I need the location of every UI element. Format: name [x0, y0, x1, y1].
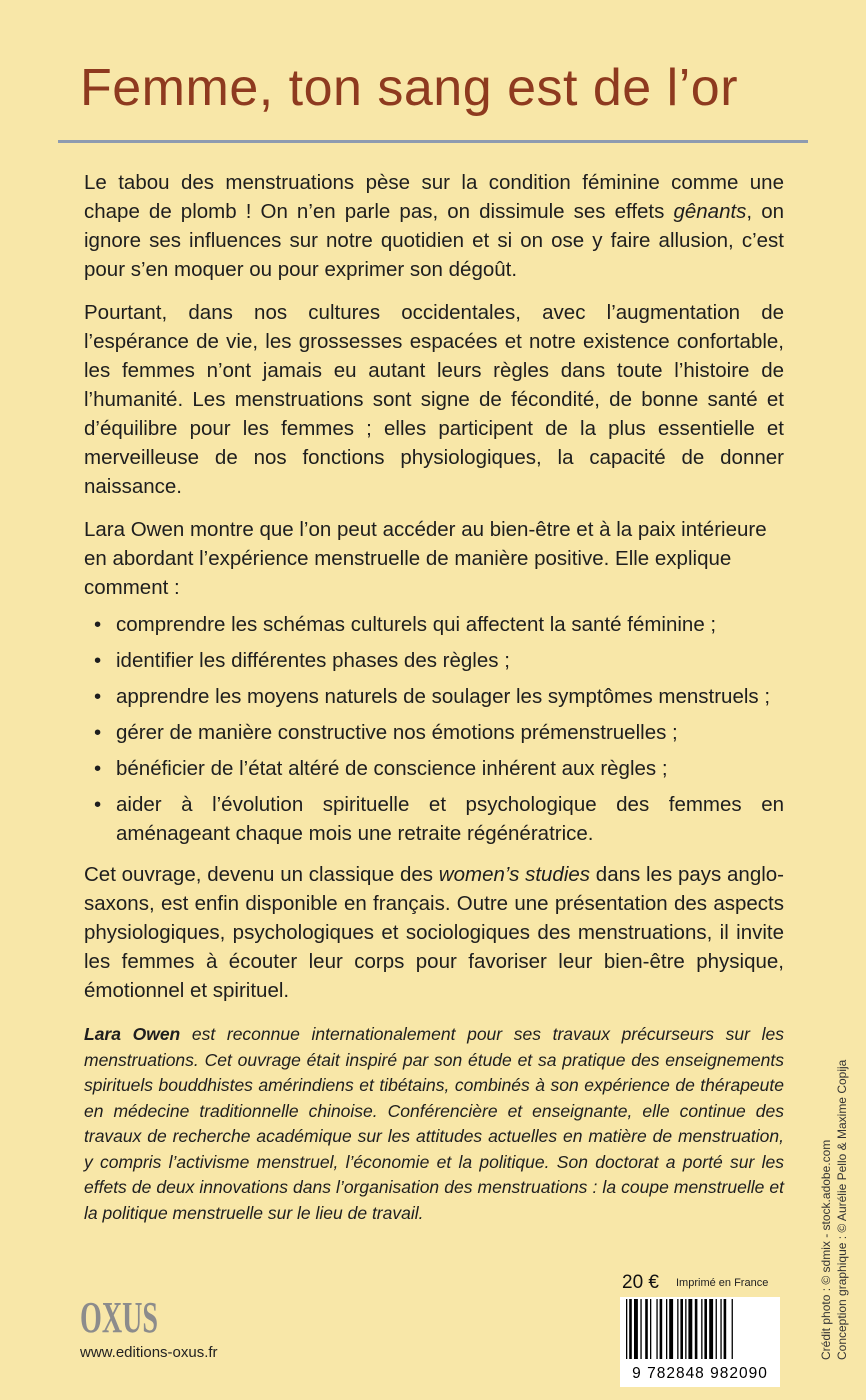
barcode-bar — [640, 1299, 641, 1359]
list-item — [84, 718, 784, 747]
design-credit: Conception graphique : © Aurélie Pello & Maxime Copija — [835, 1059, 849, 1360]
list-item — [84, 682, 784, 711]
list-item-text: gérer de manière constructive nos émotions prémenstruelles ; — [116, 721, 678, 744]
list-item-text: aider à l’évolution spirituelle et psychologique des femmes en aménageant chaque mois une retraite régénératrice. — [116, 793, 784, 845]
barcode-bar — [688, 1299, 692, 1359]
barcode-bar — [701, 1299, 702, 1359]
paragraph-4-emphasis: women’s studies — [438, 863, 591, 886]
barcode-bar — [709, 1299, 713, 1359]
barcode-bar — [656, 1299, 657, 1359]
paragraph-1-emphasis: gênants — [673, 200, 747, 223]
list-item — [84, 754, 784, 783]
oxus-logo — [80, 1282, 160, 1344]
printed-in-label: Imprimé en France — [676, 1277, 769, 1289]
barcode-bar — [685, 1299, 686, 1359]
barcode-bar — [724, 1299, 727, 1359]
publisher-website: www.editions-oxus.fr — [80, 1344, 218, 1361]
barcode-bar — [720, 1299, 721, 1359]
barcode-bar — [704, 1299, 707, 1359]
barcode-bar — [666, 1299, 667, 1359]
barcode-bar — [677, 1299, 678, 1359]
bullet-list — [84, 610, 784, 848]
price-label: 20 € — [622, 1272, 659, 1293]
paragraph-4 — [84, 860, 784, 1005]
barcode-bar — [650, 1299, 651, 1359]
barcode-bar — [669, 1299, 673, 1359]
list-item — [84, 790, 784, 848]
barcode-bar — [660, 1299, 663, 1359]
list-item — [84, 610, 784, 639]
author-name: Lara Owen — [84, 1024, 181, 1044]
paragraph-1-start: Le tabou des menstruations pèse sur la condition féminine comme une chape de plomb ! On n’en parle pas, on dissimule ses effets — [84, 171, 784, 223]
barcode-bar — [626, 1299, 627, 1359]
list-item-text: bénéficier de l’état altéré de conscience inhérent aux règles ; — [116, 757, 668, 780]
author-bio-text: est reconnue internationalement pour ses travaux précurseurs sur les menstruations. Cet ouvrage était inspiré par son étude et sa pratique des enseignements spirituels bouddhistes amérindiens et tibétains, combinés à son expérience de thérapeute en médecine traditionnelle chinoise. Conférencière et enseignante, elle continue des travaux de recherche académique sur les attitudes actuelles en matière de menstruation, y compris l’activisme menstruel, l’économie et la politique. Son doctorat a porté sur les effets de deux innovations dans l’organisation des menstruations : la coupe menstruelle et la politique menstruelle sur le lieu de travail. — [84, 1024, 784, 1223]
bullet-icon: • — [94, 613, 102, 636]
list-item-text: identifier les différentes phases des règles ; — [116, 649, 510, 672]
bullet-icon: • — [94, 649, 102, 672]
barcode — [620, 1297, 780, 1361]
paragraph-4-start: Cet ouvrage, devenu un classique des — [84, 863, 439, 886]
barcode-bar — [645, 1299, 648, 1359]
barcode-bar — [695, 1299, 698, 1359]
paragraph-1-end: , on ignore ses influences sur notre quotidien et si on ose y faire allusion, c’est pour s’en moquer ou pour exprimer son dégoût. — [84, 200, 784, 281]
photo-credit: Crédit photo : © sdmix - stock.adobe.com — [819, 1139, 833, 1360]
bullet-icon: • — [94, 793, 102, 816]
barcode-bar — [634, 1299, 638, 1359]
barcode-bar — [680, 1299, 683, 1359]
paragraph-4-end: dans les pays anglo-saxons, est enfin disponible en français. Outre une présentation des aspects physiologiques, psychologiques et sociologiques des menstruations, il invite les femmes à écouter leur corps pour favoriser leur bien-être physique, émotionnel et spirituel. — [84, 863, 784, 1002]
paragraph-3: Lara Owen montre que l’on peut accéder au bien-être et à la paix intérieure en abordant l’expérience menstruelle de manière positive. Elle explique comment : — [84, 518, 767, 599]
list-item-text: apprendre les moyens naturels de soulager les symptômes menstruels ; — [116, 685, 771, 708]
barcode-bars — [620, 1297, 780, 1361]
book-title: Femme, ton sang est de l’or — [80, 59, 739, 117]
list-item-text: comprendre les schémas culturels qui affectent la santé féminine ; — [116, 613, 717, 636]
credits — [818, 1060, 850, 1360]
paragraph-2: Pourtant, dans nos cultures occidentales, avec l’augmentation de l’espérance de vie, les grossesses espacées et notre existence confortable, les femmes n’ont jamais eu autant leurs règles dans toute l’histoire de l’humanité. Les menstruations sont signe de fécondité, de bonne santé et d’équilibre pour les femmes ; elles participent de la plus essentielle et merveilleuse de nos fonctions physiologiques, la capacité de donner naissance. — [84, 301, 784, 498]
author-bio — [84, 1022, 784, 1226]
title-divider — [58, 140, 808, 143]
paragraph-1 — [84, 168, 784, 284]
list-item — [84, 646, 784, 675]
bullet-icon: • — [94, 685, 102, 708]
barcode-bar — [716, 1299, 717, 1359]
bullet-icon: • — [94, 757, 102, 780]
isbn-number: 9 782848 982090 — [620, 1361, 780, 1387]
barcode-bar — [629, 1299, 632, 1359]
logo-text: OXUS — [80, 1293, 158, 1342]
bullet-icon: • — [94, 721, 102, 744]
back-cover-text — [84, 168, 784, 1019]
barcode-bar — [732, 1299, 733, 1359]
